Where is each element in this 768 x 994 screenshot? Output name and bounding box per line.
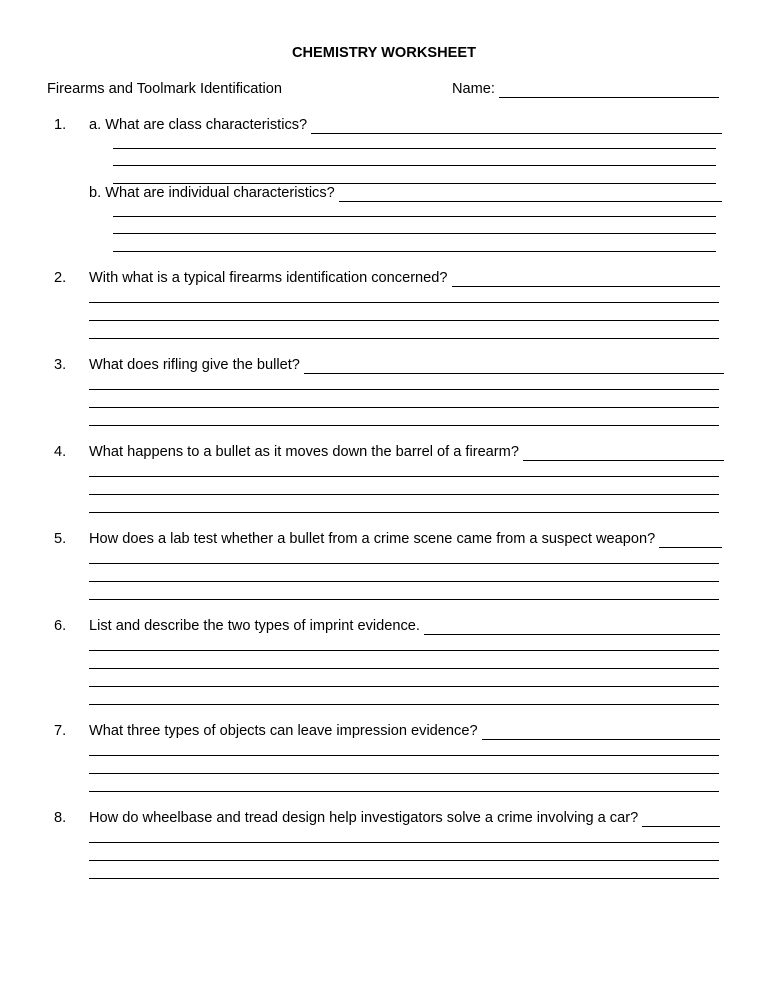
answer-line[interactable] <box>89 842 719 843</box>
answer-line[interactable] <box>89 581 719 582</box>
question-number: 3. <box>54 357 67 373</box>
question-text: How does a lab test whether a bullet from a crime scene came from a suspect weapon? <box>89 531 656 547</box>
answer-line[interactable] <box>113 216 716 217</box>
answer-line[interactable] <box>89 338 719 339</box>
question-text: How do wheelbase and tread design help investigators solve a crime involving a car? <box>89 810 639 826</box>
answer-line[interactable] <box>113 165 716 166</box>
question-number: 5. <box>54 531 67 547</box>
question-text: List and describe the two types of imprint evidence. <box>89 618 420 634</box>
answer-line[interactable] <box>89 773 719 774</box>
answer-line[interactable] <box>89 650 719 651</box>
question-number: 4. <box>54 444 67 460</box>
answer-line[interactable] <box>89 476 719 477</box>
answer-blank[interactable] <box>523 446 724 461</box>
question-text: a. What are class characteristics? <box>89 117 308 133</box>
question-number: 1. <box>54 117 67 133</box>
answer-line[interactable] <box>113 233 716 234</box>
answer-blank[interactable] <box>424 620 720 635</box>
answer-blank[interactable] <box>452 272 720 287</box>
question-4 <box>54 444 724 461</box>
answer-line[interactable] <box>89 407 719 408</box>
answer-blank[interactable] <box>642 812 720 827</box>
worksheet-subject: Firearms and Toolmark Identification <box>47 81 282 97</box>
answer-line[interactable] <box>89 599 719 600</box>
answer-line[interactable] <box>89 512 719 513</box>
question-2 <box>54 270 720 287</box>
answer-line[interactable] <box>89 494 719 495</box>
answer-line[interactable] <box>89 563 719 564</box>
answer-line[interactable] <box>89 860 719 861</box>
answer-line[interactable] <box>113 251 716 252</box>
question-text: What does rifling give the bullet? <box>89 357 300 373</box>
question-1b <box>89 185 722 202</box>
answer-line[interactable] <box>89 302 719 303</box>
answer-line[interactable] <box>89 878 719 879</box>
question-number: 6. <box>54 618 67 634</box>
answer-line[interactable] <box>89 425 719 426</box>
answer-line[interactable] <box>89 686 719 687</box>
question-text: With what is a typical firearms identification concerned? <box>89 270 448 286</box>
name-field <box>452 81 719 98</box>
answer-line[interactable] <box>89 668 719 669</box>
question-7 <box>54 723 720 740</box>
answer-line[interactable] <box>89 704 719 705</box>
answer-line[interactable] <box>89 791 719 792</box>
question-number: 8. <box>54 810 67 826</box>
answer-line[interactable] <box>113 183 716 184</box>
answer-line[interactable] <box>89 320 719 321</box>
name-blank[interactable] <box>499 83 719 98</box>
answer-blank[interactable] <box>304 359 724 374</box>
question-number: 7. <box>54 723 67 739</box>
question-6 <box>54 618 720 635</box>
answer-blank[interactable] <box>311 119 722 134</box>
answer-line[interactable] <box>89 755 719 756</box>
answer-line[interactable] <box>89 389 719 390</box>
name-label: Name: <box>452 81 495 97</box>
worksheet-title: CHEMISTRY WORKSHEET <box>291 45 477 61</box>
question-number: 2. <box>54 270 67 286</box>
answer-blank[interactable] <box>339 187 722 202</box>
question-8 <box>54 810 720 827</box>
question-5 <box>54 531 722 548</box>
question-3 <box>54 357 724 374</box>
question-text: What three types of objects can leave impression evidence? <box>89 723 478 739</box>
answer-line[interactable] <box>113 148 716 149</box>
question-1a <box>54 117 722 134</box>
question-text: b. What are individual characteristics? <box>89 185 335 201</box>
question-text: What happens to a bullet as it moves down the barrel of a firearm? <box>89 444 519 460</box>
answer-blank[interactable] <box>659 533 722 548</box>
answer-blank[interactable] <box>482 725 720 740</box>
